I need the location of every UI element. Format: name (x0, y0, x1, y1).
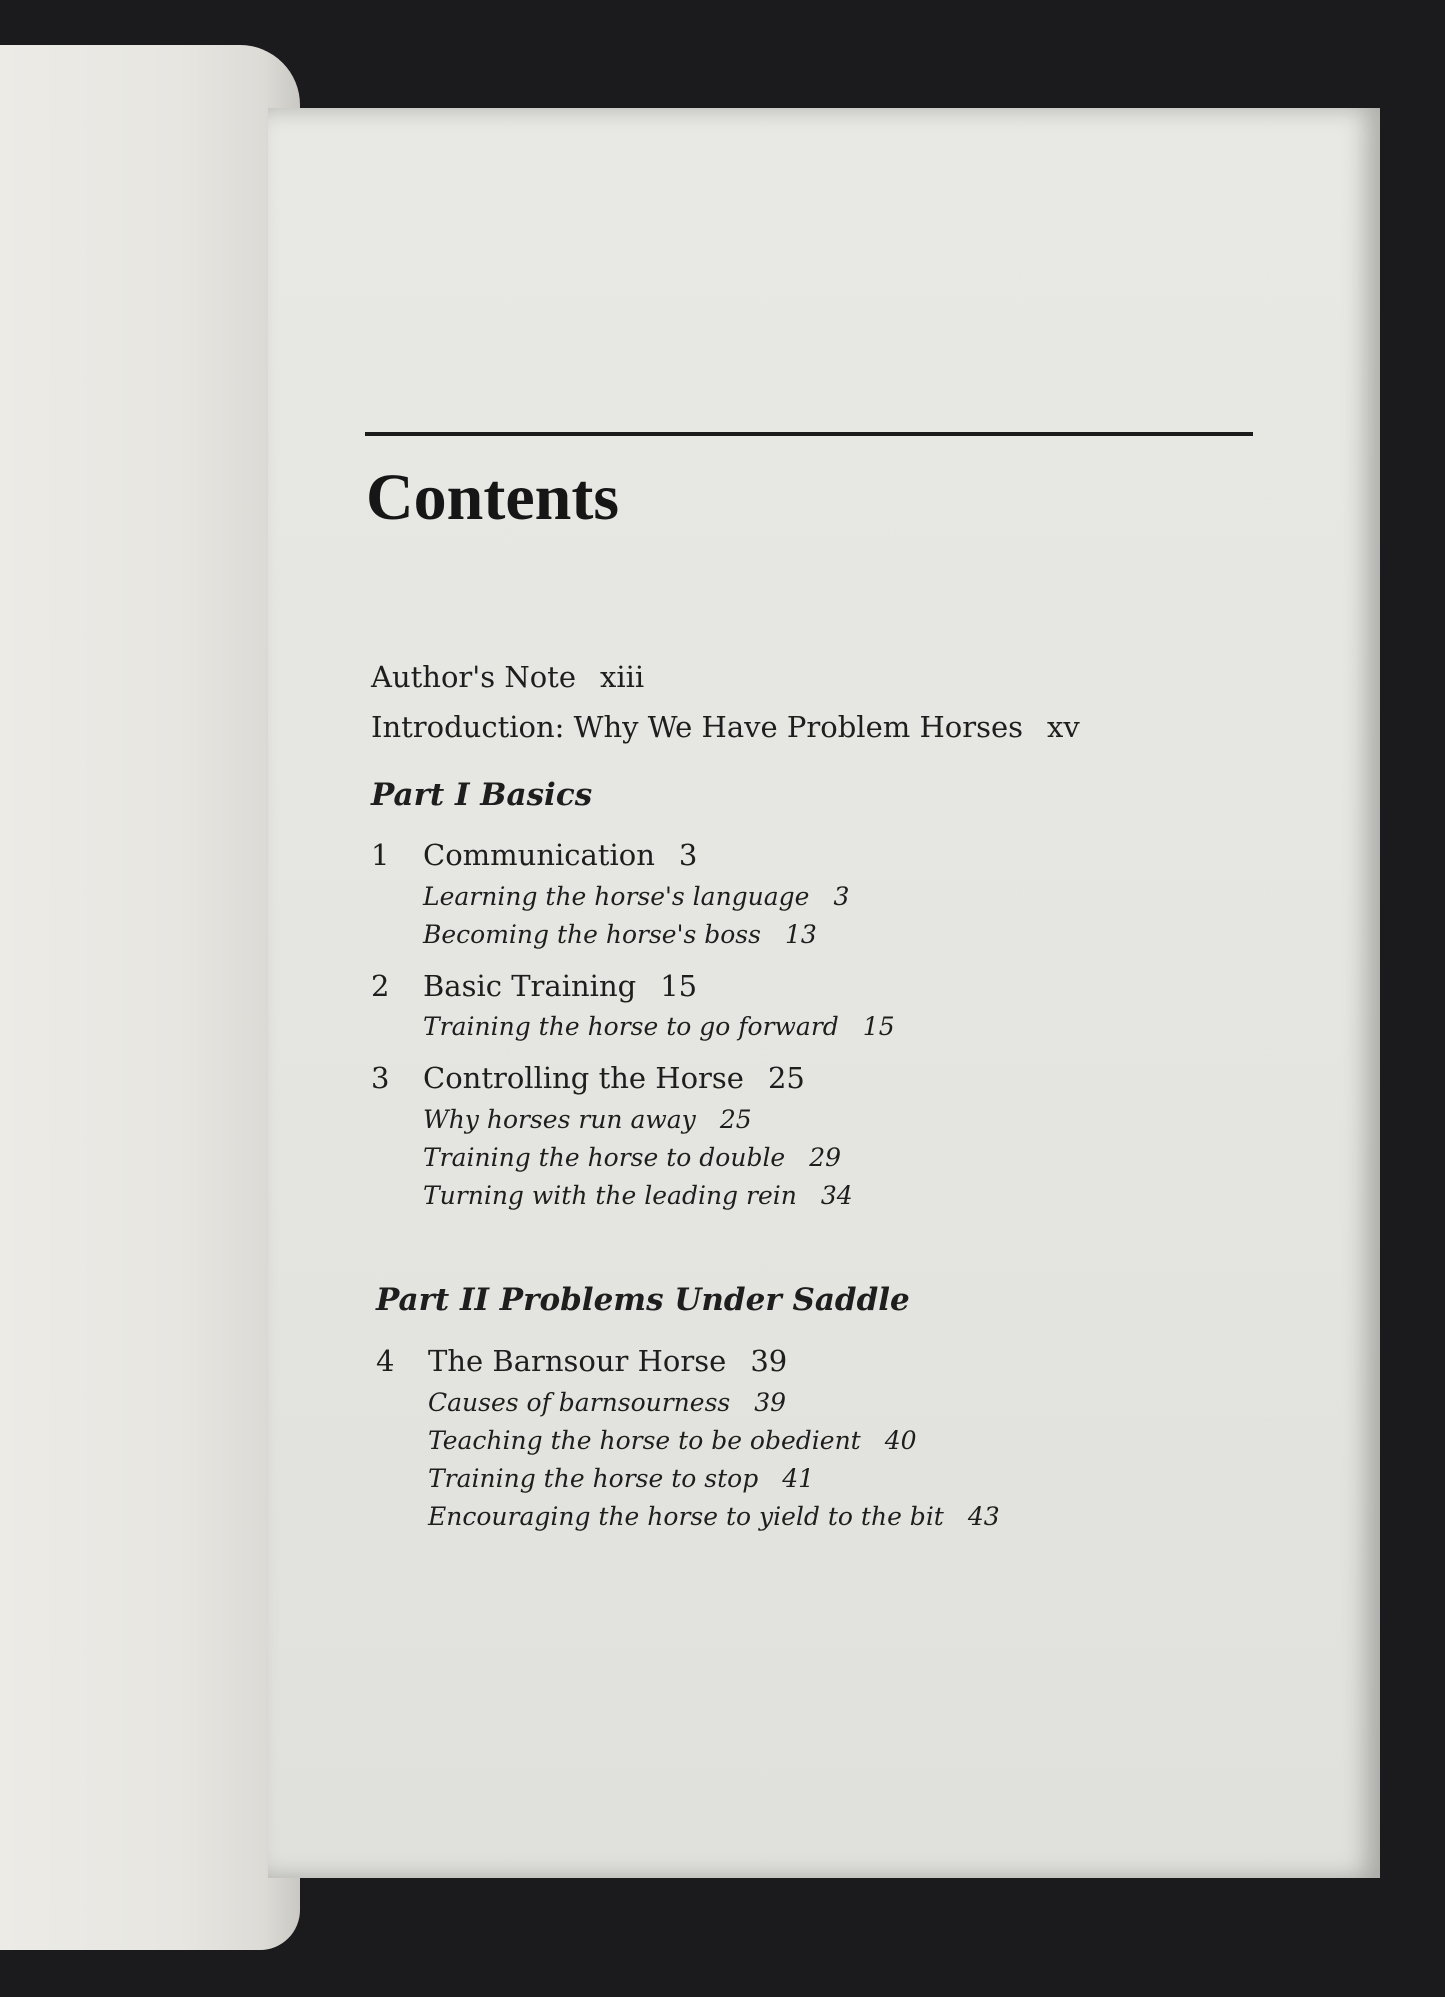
section-title: Becoming the horse's boss (423, 920, 761, 949)
section-page: 25 (719, 1105, 752, 1134)
chapter-title: Basic Training (423, 969, 637, 1003)
chapter-page: 39 (750, 1344, 788, 1378)
section-title: Training the horse to double (423, 1143, 786, 1172)
chapter-page: 25 (767, 1061, 805, 1095)
section-page: 13 (784, 920, 817, 949)
chapter-title: Controlling the Horse (423, 1061, 744, 1095)
page-title: Contents (366, 461, 620, 534)
section-entry (428, 1464, 814, 1493)
section-entry (423, 1143, 841, 1172)
chapter-number: 2 (371, 969, 390, 1003)
chapter-entry (371, 1061, 805, 1095)
chapter-page: 15 (660, 969, 698, 1003)
section-title: Causes of barnsourness (428, 1388, 731, 1417)
section-title: Why horses run away (423, 1105, 696, 1134)
section-title: Encouraging the horse to yield to the bit (428, 1502, 944, 1531)
part-heading: Part II Problems Under Saddle (376, 1282, 910, 1318)
section-page: 29 (809, 1143, 842, 1172)
section-page: 15 (862, 1012, 895, 1041)
chapter-entry (371, 838, 697, 872)
section-entry (423, 1012, 895, 1041)
section-entry (428, 1426, 917, 1455)
section-title: Teaching the horse to be obedient (428, 1426, 861, 1455)
section-title: Training the horse to stop (428, 1464, 759, 1493)
section-title: Turning with the leading rein (423, 1181, 797, 1210)
entry-page: xiii (600, 660, 645, 694)
entry-label: Introduction: Why We Have Problem Horses (371, 710, 1023, 744)
section-title: Learning the horse's language (423, 882, 810, 911)
chapter-entry (371, 969, 697, 1003)
section-page: 40 (884, 1426, 917, 1455)
section-page: 39 (754, 1388, 787, 1417)
chapter-number: 1 (371, 838, 390, 872)
chapter-title: Communication (423, 838, 655, 872)
section-page: 43 (967, 1502, 1000, 1531)
part-heading: Part I Basics (371, 777, 593, 813)
section-entry (423, 1105, 752, 1134)
section-entry (428, 1502, 1000, 1531)
section-entry (423, 1181, 853, 1210)
entry-label: Author's Note (371, 660, 576, 694)
chapter-number: 3 (371, 1061, 390, 1095)
chapter-number: 4 (376, 1344, 395, 1378)
section-page: 3 (833, 882, 850, 911)
left-page (0, 45, 300, 1950)
chapter-page: 3 (678, 838, 698, 872)
section-title: Training the horse to go forward (423, 1012, 839, 1041)
chapter-entry (376, 1344, 787, 1378)
chapter-title: The Barnsour Horse (428, 1344, 727, 1378)
section-entry (423, 920, 817, 949)
section-page: 41 (782, 1464, 815, 1493)
section-entry (423, 882, 849, 911)
toc-entry-introduction (371, 710, 1080, 744)
toc-entry-authors-note (371, 660, 644, 694)
entry-page: xv (1047, 710, 1080, 744)
section-page: 34 (820, 1181, 853, 1210)
section-entry (428, 1388, 786, 1417)
title-rule (365, 432, 1253, 436)
